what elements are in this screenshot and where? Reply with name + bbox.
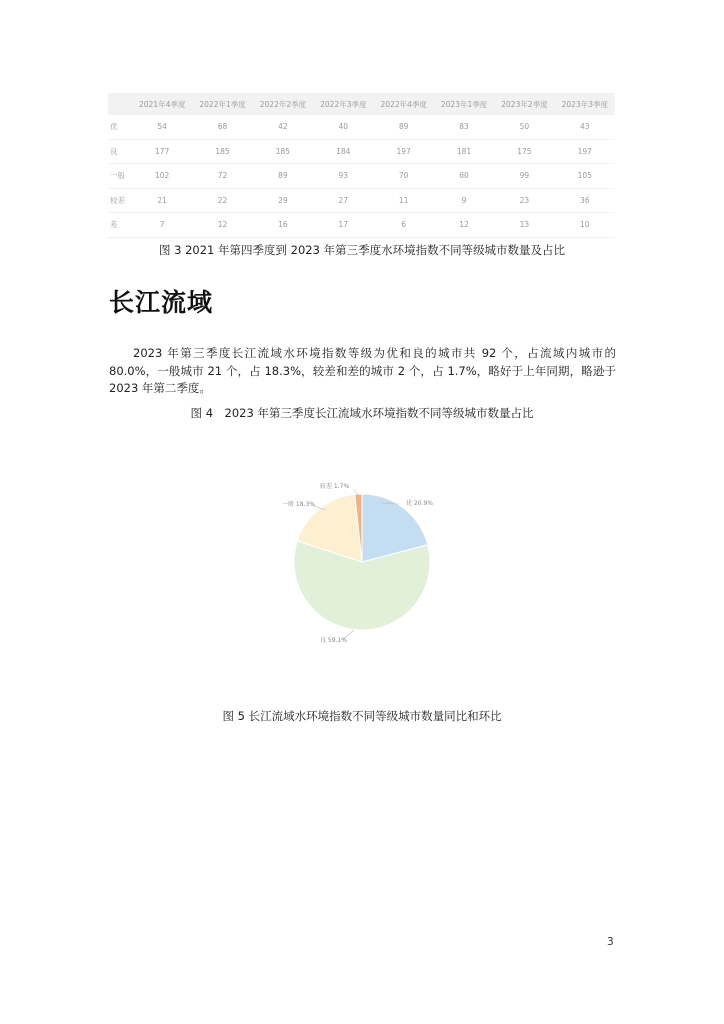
pie-label: 一般 18.3% (282, 501, 315, 508)
table-cell: 29 (253, 188, 313, 213)
row-label: 优 (108, 115, 132, 139)
table-cell: 99 (494, 164, 554, 189)
table-cell: 12 (434, 213, 494, 238)
table-cell: 36 (555, 188, 615, 213)
section-paragraph (109, 345, 616, 398)
table-cell: 185 (253, 139, 313, 164)
table-cell: 83 (434, 115, 494, 139)
table-header-cell: 2022年3季度 (313, 93, 373, 115)
row-label: 差 (108, 213, 132, 238)
row-label: 较差 (108, 188, 132, 213)
table-header-cell: 2021年4季度 (132, 93, 192, 115)
table-row (108, 188, 615, 213)
table-cell: 7 (132, 213, 192, 238)
table-cell: 50 (494, 115, 554, 139)
table-cell: 105 (555, 164, 615, 189)
table-header-cell: 2022年1季度 (192, 93, 252, 115)
pie-chart-container (270, 470, 480, 664)
pie-label: 较差 1.7% (320, 483, 350, 490)
table-cell: 60 (434, 164, 494, 189)
table-cell: 9 (434, 188, 494, 213)
table-header-cell: 2023年2季度 (494, 93, 554, 115)
pie-chart (270, 470, 480, 660)
table-cell: 6 (374, 213, 434, 238)
table-cell: 197 (555, 139, 615, 164)
table-cell: 43 (555, 115, 615, 139)
table-cell: 102 (132, 164, 192, 189)
table-cell: 89 (374, 115, 434, 139)
table-cell: 70 (374, 164, 434, 189)
table-cell: 89 (253, 164, 313, 189)
table-cell: 27 (313, 188, 373, 213)
table-cell: 21 (132, 188, 192, 213)
table-header-row (108, 93, 615, 115)
table-row (108, 164, 615, 189)
table-cell: 16 (253, 213, 313, 238)
row-label: 一般 (108, 164, 132, 189)
table-header-cell: 2023年1季度 (434, 93, 494, 115)
table-cell: 197 (374, 139, 434, 164)
table-header-cell: 2022年2季度 (253, 93, 313, 115)
grade-table (108, 93, 615, 238)
table-cell: 17 (313, 213, 373, 238)
table-cell: 181 (434, 139, 494, 164)
table-header-cell: 2023年3季度 (555, 93, 615, 115)
table-cell: 42 (253, 115, 313, 139)
table-cell: 11 (374, 188, 434, 213)
page-number: 3 (607, 936, 614, 948)
table-row (108, 213, 615, 238)
table-cell: 13 (494, 213, 554, 238)
pie-label: 优 20.9% (406, 500, 433, 507)
table-row (108, 115, 615, 139)
quarterly-grade-table (108, 93, 615, 238)
row-label: 良 (108, 139, 132, 164)
table-header-cell: 2022年4季度 (374, 93, 434, 115)
table-cell: 10 (555, 213, 615, 238)
table-cell: 22 (192, 188, 252, 213)
table-cell: 72 (192, 164, 252, 189)
figure-5-caption: 图 5 长江流域水环境指数不同等级城市数量同比和环比 (222, 709, 502, 723)
table-cell: 23 (494, 188, 554, 213)
table-header-cell (108, 93, 132, 115)
paragraph-text: 2023 年第三季度长江流域水环境指数等级为优和良的城市共 92 个，占流域内城市的 80.0%，一般城市 21 个，占 18.3%，较差和差的城市 2 个，占 1.7%，略好于上年同期，略逊于 2023 年第二季度。 (109, 346, 616, 395)
table-cell: 184 (313, 139, 373, 164)
table-row (108, 139, 615, 164)
figure-4-caption: 图 4 2023 年第三季度长江流域水环境指数不同等级城市数量占比 (190, 406, 534, 420)
table-cell: 68 (192, 115, 252, 139)
table-cell: 40 (313, 115, 373, 139)
table-cell: 185 (192, 139, 252, 164)
section-heading: 长江流域 (109, 288, 214, 317)
table-cell: 12 (192, 213, 252, 238)
table-cell: 54 (132, 115, 192, 139)
table-cell: 177 (132, 139, 192, 164)
figure-3-caption: 图 3 2021 年第四季度到 2023 年第三季度水环境指数不同等级城市数量及占比 (158, 243, 566, 257)
pie-label: 良 59.1% (320, 637, 347, 644)
table-cell: 93 (313, 164, 373, 189)
table-cell: 175 (494, 139, 554, 164)
